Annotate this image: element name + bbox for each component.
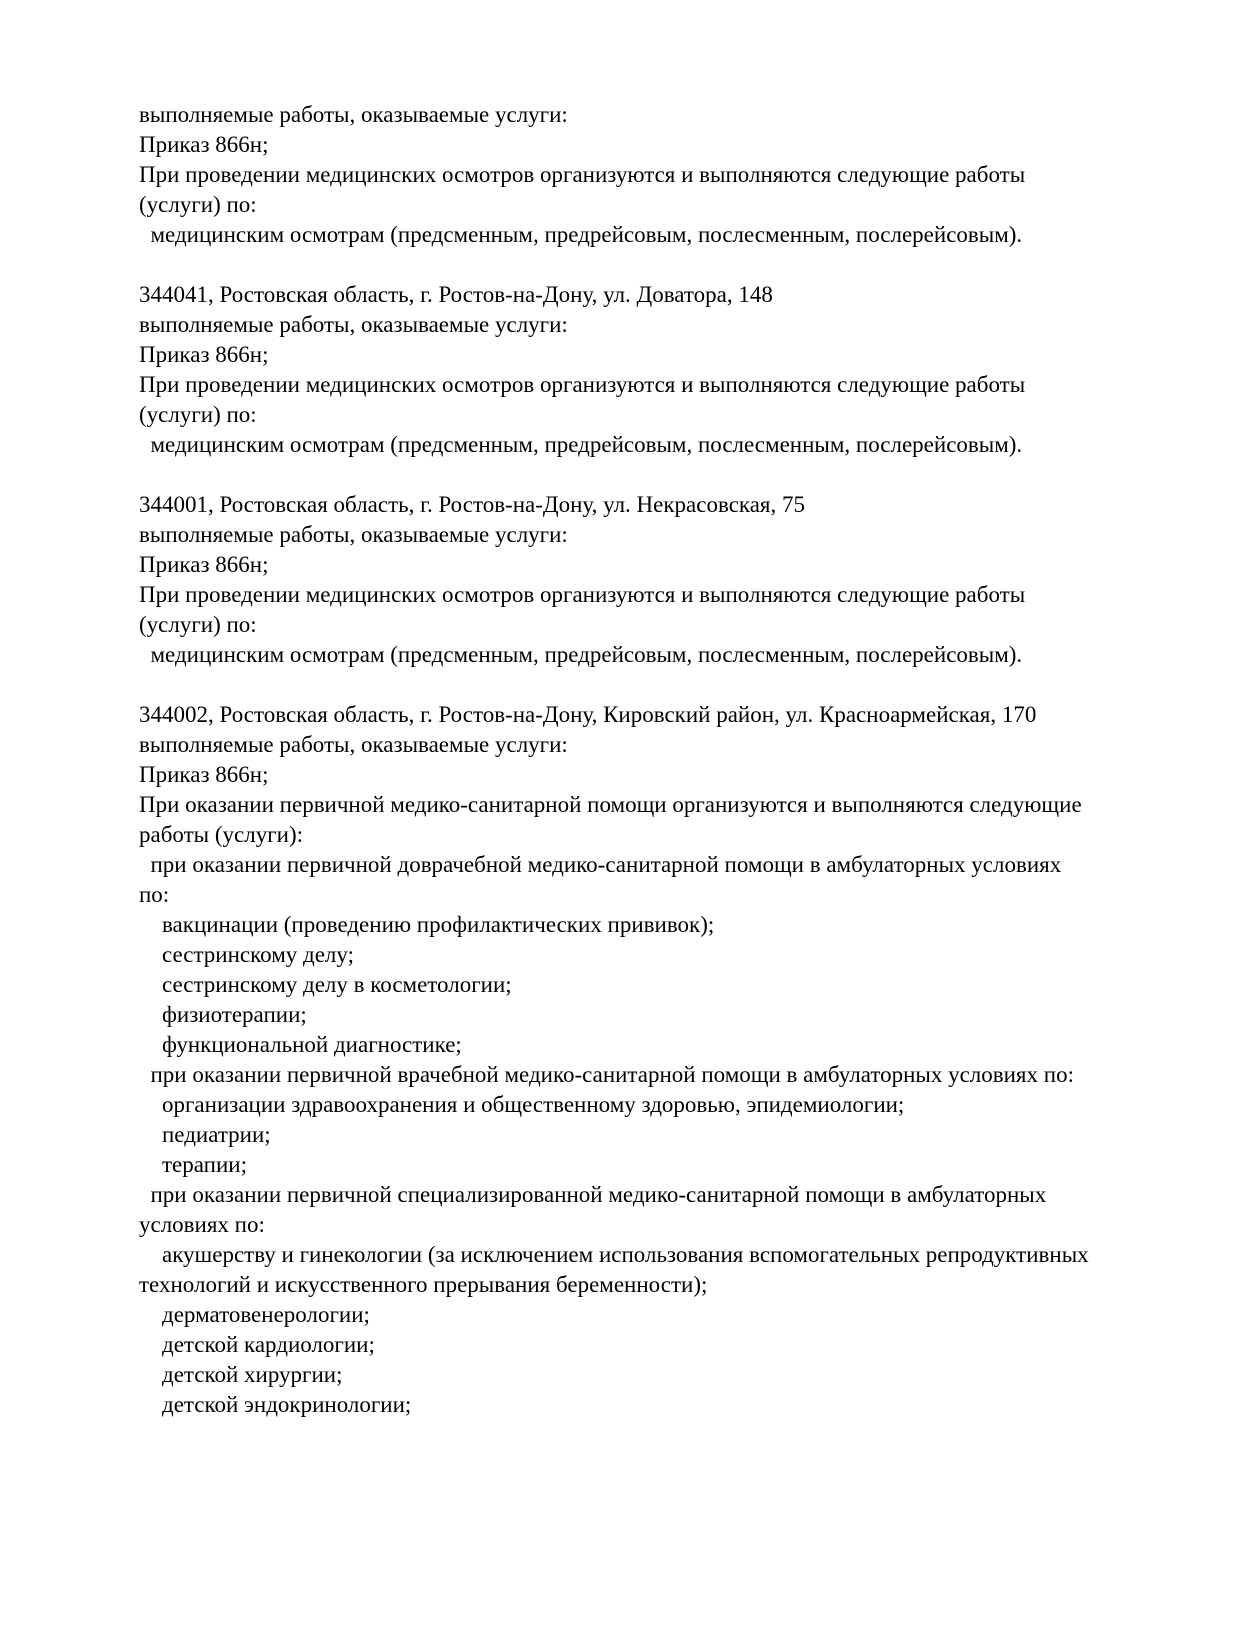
text-line: детской хирургии; [139,1362,343,1387]
address-block-dovatora-148 [139,280,1149,460]
text-line: выполняемые работы, оказываемые услуги: [139,732,568,757]
text-line: (услуги) по: [139,402,257,427]
text-line: при оказании первичной специализированной медико-санитарной помощи в амбулаторных [139,1182,1047,1207]
text-line: организации здравоохранения и общественному здоровью, эпидемиологии; [139,1092,905,1117]
text-line: при оказании первичной доврачебной медико-санитарной помощи в амбулаторных условиях [139,852,1062,877]
license-services-text [139,100,1149,1420]
text-line: (услуги) по: [139,612,257,637]
text-line: Приказ 866н; [139,342,269,367]
text-line: выполняемые работы, оказываемые услуги: [139,522,568,547]
text-line: детской кардиологии; [139,1332,375,1357]
text-line: 344002, Ростовская область, г. Ростов-на-Дону, Кировский район, ул. Красноармейская, 170 [139,702,1037,727]
text-line: по: [139,882,170,907]
text-line: Приказ 866н; [139,132,269,157]
text-line: Приказ 866н; [139,552,269,577]
text-line: 344041, Ростовская область, г. Ростов-на-Дону, ул. Доватора, 148 [139,282,773,307]
text-line: медицинским осмотрам (предсменным, предрейсовым, послесменным, послерейсовым). [139,222,1023,247]
text-line: терапии; [139,1152,247,1177]
text-line: При проведении медицинских осмотров организуются и выполняются следующие работы [139,372,1026,397]
text-line: при оказании первичной врачебной медико-санитарной помощи в амбулаторных условиях по: [139,1062,1074,1087]
text-line: выполняемые работы, оказываемые услуги: [139,312,568,337]
text-line: (услуги) по: [139,192,257,217]
text-line: технологий и искусственного прерывания беременности); [139,1272,708,1297]
text-line: детской эндокринологии; [139,1392,412,1417]
text-line: медицинским осмотрам (предсменным, предрейсовым, послесменным, послерейсовым). [139,642,1023,667]
text-line: При проведении медицинских осмотров организуются и выполняются следующие работы [139,582,1026,607]
text-line: вакцинации (проведению профилактических прививок); [139,912,715,937]
services-block-continuation [139,100,1149,250]
text-line: функциональной диагностике; [139,1032,462,1057]
text-line: сестринскому делу в косметологии; [139,972,512,997]
text-line: сестринскому делу; [139,942,354,967]
text-line: выполняемые работы, оказываемые услуги: [139,102,568,127]
text-line: условиях по: [139,1212,265,1237]
text-line: физиотерапии; [139,1002,307,1027]
text-line: медицинским осмотрам (предсменным, предрейсовым, послесменным, послерейсовым). [139,432,1023,457]
address-block-krasnoarmeyskaya-170 [139,700,1149,1420]
text-line: акушерству и гинекологии (за исключением использования вспомогательных репродуктивных [139,1242,1089,1267]
text-line: 344001, Ростовская область, г. Ростов-на-Дону, ул. Некрасовская, 75 [139,492,806,517]
text-line: работы (услуги): [139,822,303,847]
text-line: При проведении медицинских осмотров организуются и выполняются следующие работы [139,162,1026,187]
text-line: педиатрии; [139,1122,271,1147]
text-line: Приказ 866н; [139,762,269,787]
text-line: дерматовенерологии; [139,1302,370,1327]
address-block-nekrasovskaya-75 [139,490,1149,670]
text-line: При оказании первичной медико-санитарной помощи организуются и выполняются следующие [139,792,1082,817]
